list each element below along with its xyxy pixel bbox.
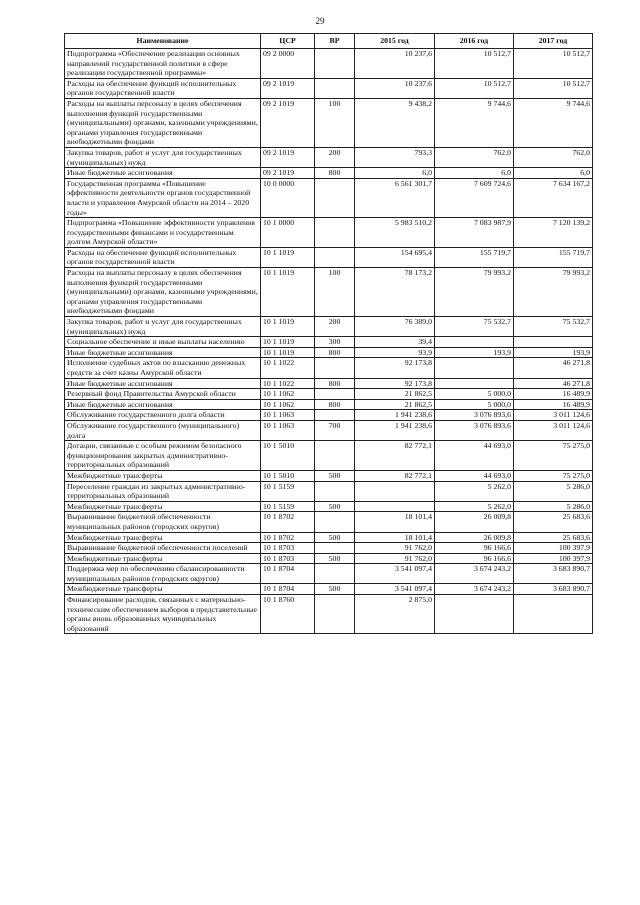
row-name: Закупка товаров, работ и услуг для государственных (муниципальных) нужд	[65, 317, 261, 337]
row-value-2017: 7 634 167,2	[514, 178, 593, 217]
row-vr	[315, 358, 355, 378]
table-row	[65, 441, 593, 471]
table-row	[65, 358, 593, 378]
row-csr: 09 2 1019	[261, 78, 315, 98]
row-value-2015: 18 101,4	[355, 512, 435, 532]
row-csr: 10 1 1063	[261, 420, 315, 440]
row-value-2016: 3 076 893,6	[435, 410, 514, 421]
row-value-2015: 91 762,0	[355, 553, 435, 564]
row-value-2015: 78 173,2	[355, 268, 435, 317]
row-name: Поддержка мер по обеспечению сбалансированности муниципальных районов (городских округов)	[65, 564, 261, 584]
row-csr: 10 1 1019	[261, 268, 315, 317]
row-value-2016	[435, 358, 514, 378]
row-name: Иные бюджетные ассигнования	[65, 399, 261, 410]
row-value-2017	[514, 337, 593, 348]
row-value-2015	[355, 481, 435, 501]
row-vr	[315, 564, 355, 584]
row-vr	[315, 595, 355, 634]
table-row	[65, 49, 593, 79]
row-vr	[315, 441, 355, 471]
row-vr	[315, 178, 355, 217]
row-csr: 10 0 0000	[261, 178, 315, 217]
row-name: Социальное обеспечение и иные выплаты населению	[65, 337, 261, 348]
row-value-2016	[435, 378, 514, 389]
row-value-2017: 5 286,0	[514, 481, 593, 501]
table-row	[65, 378, 593, 389]
row-value-2015: 10 237,6	[355, 49, 435, 79]
row-value-2016: 6,0	[435, 168, 514, 179]
row-name: Исполнение судебных актов по взысканию денежных средств за счет казны Амурской области	[65, 358, 261, 378]
row-value-2016: 3 674 243,2	[435, 564, 514, 584]
row-vr: 800	[315, 347, 355, 358]
table-row	[65, 399, 593, 410]
row-vr	[315, 389, 355, 400]
row-csr: 10 1 1019	[261, 247, 315, 267]
row-csr: 10 1 1019	[261, 317, 315, 337]
row-value-2017: 9 744,6	[514, 98, 593, 147]
table-row	[65, 268, 593, 317]
row-value-2017: 25 683,6	[514, 532, 593, 543]
table-row	[65, 553, 593, 564]
row-value-2015: 93,9	[355, 347, 435, 358]
row-name: Расходы на выплаты персоналу в целях обеспечения выполнения функций государственными (муниципальными) органами, казенными учреждениями, органами управления государственными внебюджетными фондами	[65, 268, 261, 317]
row-name: Обслуживание государственного долга области	[65, 410, 261, 421]
row-name: Расходы на обеспечение функций исполнительных органов государственной власти	[65, 78, 261, 98]
row-name: Межбюджетные трансферты	[65, 584, 261, 595]
row-value-2016: 26 009,8	[435, 532, 514, 543]
row-value-2017: 25 683,6	[514, 512, 593, 532]
row-value-2016: 5 000,0	[435, 389, 514, 400]
table-row	[65, 347, 593, 358]
row-value-2016: 26 009,8	[435, 512, 514, 532]
table-body	[65, 49, 593, 634]
row-vr: 200	[315, 147, 355, 167]
row-value-2017: 75 275,0	[514, 441, 593, 471]
row-csr: 09 2 0000	[261, 49, 315, 79]
table-row	[65, 410, 593, 421]
row-vr	[315, 410, 355, 421]
row-vr: 100	[315, 98, 355, 147]
row-vr: 500	[315, 501, 355, 512]
row-value-2017: 3 683 890,7	[514, 584, 593, 595]
row-value-2015: 1 941 238,6	[355, 410, 435, 421]
row-value-2015: 21 862,5	[355, 389, 435, 400]
row-value-2017: 7 120 139,2	[514, 218, 593, 248]
col-header-2016: 2016 год	[435, 34, 514, 49]
table-row	[65, 481, 593, 501]
row-vr	[315, 49, 355, 79]
row-value-2015: 2 875,0	[355, 595, 435, 634]
row-value-2016: 7 609 724,6	[435, 178, 514, 217]
row-name: Государственная программа «Повышение эффективности деятельности органов государственной власти и управления Амурской области на 2014 – 2020 годы»	[65, 178, 261, 217]
row-value-2015: 21 862,5	[355, 399, 435, 410]
row-value-2015: 6 561 301,7	[355, 178, 435, 217]
table-row	[65, 595, 593, 634]
row-value-2015: 793,3	[355, 147, 435, 167]
table-row	[65, 178, 593, 217]
row-value-2016: 10 512,7	[435, 49, 514, 79]
row-name: Резервный фонд Правительства Амурской области	[65, 389, 261, 400]
row-value-2015: 9 438,2	[355, 98, 435, 147]
row-value-2015: 6,0	[355, 168, 435, 179]
row-name: Переселение граждан из закрытых административно-территориальных образований	[65, 481, 261, 501]
row-value-2015: 1 941 238,6	[355, 420, 435, 440]
table-row	[65, 78, 593, 98]
row-csr: 10 1 5010	[261, 470, 315, 481]
table-row	[65, 532, 593, 543]
row-vr	[315, 512, 355, 532]
row-vr: 500	[315, 584, 355, 595]
row-vr: 100	[315, 268, 355, 317]
row-value-2016: 155 719,7	[435, 247, 514, 267]
row-vr: 300	[315, 337, 355, 348]
table-row	[65, 470, 593, 481]
row-value-2016: 5 000,0	[435, 399, 514, 410]
row-value-2015: 18 101,4	[355, 532, 435, 543]
table-row	[65, 147, 593, 167]
row-name: Выравнивание бюджетной обеспеченности муниципальных районов (городских округов)	[65, 512, 261, 532]
table-row	[65, 218, 593, 248]
row-name: Финансирование расходов, связанных с материально-техническим обеспечением выборов в представительные органы вновь образованных муниципальных образований	[65, 595, 261, 634]
row-name: Дотации, связанные с особым режимом безопасного функционирования закрытых административно-территориальных образований	[65, 441, 261, 471]
table-row	[65, 337, 593, 348]
table-row	[65, 584, 593, 595]
row-name: Иные бюджетные ассигнования	[65, 378, 261, 389]
row-vr: 800	[315, 399, 355, 410]
row-value-2016: 44 693,0	[435, 470, 514, 481]
row-name: Расходы на выплаты персоналу в целях обеспечения выполнения функций государственными (муниципальными) органами, казенными учреждениями, органами управления государственными внебюджетными фондами	[65, 98, 261, 147]
page-number: 29	[315, 16, 325, 26]
row-name: Межбюджетные трансферты	[65, 532, 261, 543]
row-name: Закупка товаров, работ и услуг для государственных (муниципальных) нужд	[65, 147, 261, 167]
row-csr: 10 1 1063	[261, 410, 315, 421]
row-value-2016: 5 262,0	[435, 501, 514, 512]
row-value-2015: 92 173,8	[355, 378, 435, 389]
row-name: Выравнивание бюджетной обеспеченности поселений	[65, 543, 261, 554]
table-row	[65, 247, 593, 267]
row-name: Подпрограмма «Обеспечение реализации основных направлений государственной политики в сфере реализации государственной программы»	[65, 49, 261, 79]
row-vr: 200	[315, 317, 355, 337]
row-name: Обслуживание государственного (муниципального) долга	[65, 420, 261, 440]
row-vr	[315, 218, 355, 248]
row-value-2016: 9 744,6	[435, 98, 514, 147]
col-header-vr: ВР	[315, 34, 355, 49]
row-name: Межбюджетные трансферты	[65, 501, 261, 512]
row-csr: 10 1 5159	[261, 501, 315, 512]
row-value-2016: 44 693,0	[435, 441, 514, 471]
row-csr: 10 1 8704	[261, 584, 315, 595]
row-vr: 500	[315, 553, 355, 564]
row-value-2017: 100 397,9	[514, 543, 593, 554]
row-value-2016: 193,9	[435, 347, 514, 358]
row-csr: 10 1 8703	[261, 543, 315, 554]
row-value-2015: 76 389,0	[355, 317, 435, 337]
col-header-csr: ЦСР	[261, 34, 315, 49]
row-value-2016: 96 166,6	[435, 553, 514, 564]
row-value-2016	[435, 337, 514, 348]
row-value-2017: 193,9	[514, 347, 593, 358]
col-header-name: Наименование	[65, 34, 261, 49]
row-value-2017: 6,0	[514, 168, 593, 179]
row-value-2015: 5 983 510,2	[355, 218, 435, 248]
table-header-row	[65, 34, 593, 49]
row-name: Иные бюджетные ассигнования	[65, 168, 261, 179]
row-csr: 10 1 1062	[261, 389, 315, 400]
table-row	[65, 168, 593, 179]
row-value-2017: 75 275,0	[514, 470, 593, 481]
row-value-2017: 10 512,7	[514, 49, 593, 79]
row-value-2016: 5 262,0	[435, 481, 514, 501]
row-csr: 10 1 1022	[261, 378, 315, 389]
row-vr: 800	[315, 168, 355, 179]
row-value-2017: 5 286,0	[514, 501, 593, 512]
row-value-2017: 16 489,9	[514, 389, 593, 400]
row-vr: 500	[315, 532, 355, 543]
row-value-2017: 75 532,7	[514, 317, 593, 337]
row-value-2017	[514, 595, 593, 634]
row-value-2016: 75 532,7	[435, 317, 514, 337]
row-value-2015: 3 541 097,4	[355, 564, 435, 584]
row-name: Межбюджетные трансферты	[65, 553, 261, 564]
row-value-2015: 82 772,1	[355, 470, 435, 481]
row-vr	[315, 78, 355, 98]
col-header-2015: 2015 год	[355, 34, 435, 49]
row-value-2015: 82 772,1	[355, 441, 435, 471]
row-vr	[315, 481, 355, 501]
row-csr: 10 1 8702	[261, 512, 315, 532]
row-vr: 800	[315, 378, 355, 389]
table-row	[65, 543, 593, 554]
table-row	[65, 98, 593, 147]
row-csr: 10 1 8760	[261, 595, 315, 634]
row-value-2017: 10 512,7	[514, 78, 593, 98]
budget-table	[64, 33, 593, 634]
row-value-2016: 3 076 893,6	[435, 420, 514, 440]
table-row	[65, 317, 593, 337]
row-value-2015: 3 541 097,4	[355, 584, 435, 595]
row-value-2015: 92 173,8	[355, 358, 435, 378]
row-value-2017: 46 271,8	[514, 358, 593, 378]
row-value-2016: 10 512,7	[435, 78, 514, 98]
row-name: Иные бюджетные ассигнования	[65, 347, 261, 358]
row-value-2016: 7 083 987,9	[435, 218, 514, 248]
row-csr: 10 1 5159	[261, 481, 315, 501]
table-row	[65, 389, 593, 400]
row-csr: 10 1 8702	[261, 532, 315, 543]
row-value-2016	[435, 595, 514, 634]
row-value-2016: 3 674 243,2	[435, 584, 514, 595]
row-value-2016: 96 166,6	[435, 543, 514, 554]
col-header-2017: 2017 год	[514, 34, 593, 49]
row-name: Межбюджетные трансферты	[65, 470, 261, 481]
row-csr: 10 1 5010	[261, 441, 315, 471]
row-value-2015: 91 762,0	[355, 543, 435, 554]
table-row	[65, 501, 593, 512]
row-name: Расходы на обеспечение функций исполнительных органов государственной власти	[65, 247, 261, 267]
row-value-2017: 155 719,7	[514, 247, 593, 267]
row-csr: 10 1 1019	[261, 337, 315, 348]
row-csr: 10 1 1019	[261, 347, 315, 358]
row-name: Подпрограмма «Повышение эффективности управления государственными финансами и государственным долгом Амурской области»	[65, 218, 261, 248]
row-vr	[315, 543, 355, 554]
row-value-2017: 79 993,2	[514, 268, 593, 317]
row-value-2017: 762,0	[514, 147, 593, 167]
row-vr: 700	[315, 420, 355, 440]
row-value-2017: 100 397,9	[514, 553, 593, 564]
row-csr: 10 1 8704	[261, 564, 315, 584]
row-value-2016: 762,0	[435, 147, 514, 167]
row-value-2016: 79 993,2	[435, 268, 514, 317]
row-value-2015: 10 237,6	[355, 78, 435, 98]
table-row	[65, 512, 593, 532]
row-csr: 10 1 1022	[261, 358, 315, 378]
row-value-2017: 46 271,8	[514, 378, 593, 389]
row-csr: 09 2 1019	[261, 168, 315, 179]
row-csr: 09 2 1019	[261, 147, 315, 167]
table-row	[65, 420, 593, 440]
row-vr	[315, 247, 355, 267]
row-csr: 09 2 1019	[261, 98, 315, 147]
row-value-2017: 3 683 890,7	[514, 564, 593, 584]
row-value-2017: 16 489,9	[514, 399, 593, 410]
table-row	[65, 564, 593, 584]
row-csr: 10 1 1062	[261, 399, 315, 410]
row-value-2017: 3 011 124,6	[514, 420, 593, 440]
row-csr: 10 1 8703	[261, 553, 315, 564]
row-value-2015: 154 695,4	[355, 247, 435, 267]
row-value-2015: 39,4	[355, 337, 435, 348]
row-value-2017: 3 011 124,6	[514, 410, 593, 421]
row-csr: 10 1 0000	[261, 218, 315, 248]
row-vr: 500	[315, 470, 355, 481]
row-value-2015	[355, 501, 435, 512]
